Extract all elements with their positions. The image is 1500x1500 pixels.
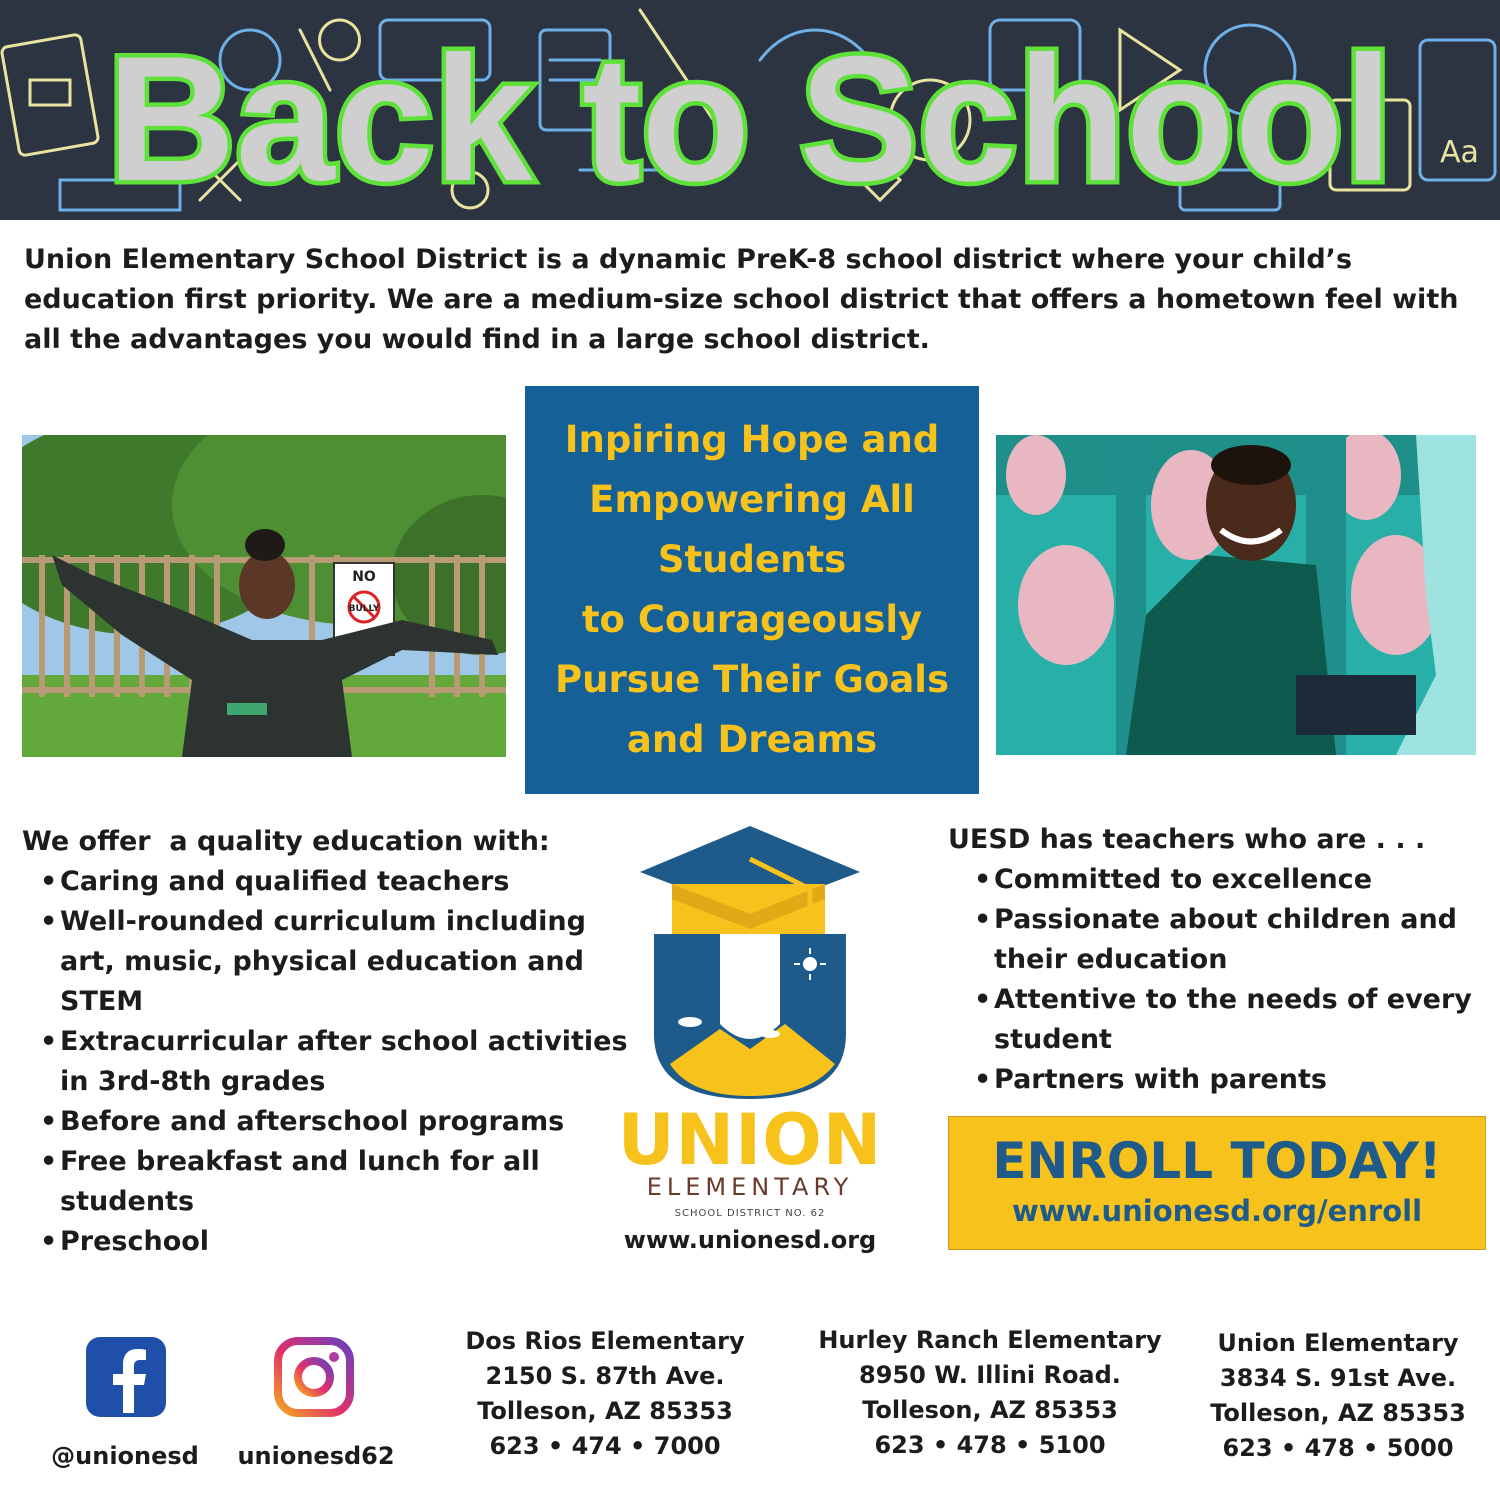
list-item-text: Attentive to the needs of every student — [994, 984, 1472, 1055]
school-phone: 623 • 478 • 5100 — [874, 1431, 1106, 1459]
list-item: • Preschool — [40, 1222, 632, 1262]
list-item: • Passionate about children and their education — [974, 900, 1488, 980]
list-item-text: Passionate about children and their education — [994, 904, 1457, 975]
banner-title: Back to School — [107, 19, 1393, 208]
list-item: • Free breakfast and lunch for all students — [40, 1142, 632, 1222]
school-phone: 623 • 474 • 7000 — [489, 1432, 721, 1460]
school-name: Hurley Ranch Elementary — [818, 1326, 1162, 1354]
teachers-heading: UESD has teachers who are . . . — [948, 824, 1426, 855]
list-item-text: Committed to excellence — [994, 864, 1372, 895]
student-photo-left — [22, 435, 506, 757]
logo-union-text: UNION — [617, 1099, 883, 1181]
school-hurley-ranch — [805, 1323, 1175, 1463]
list-item-text: Caring and qualified teachers — [60, 866, 510, 897]
list-item: • Before and afterschool programs — [40, 1102, 632, 1142]
school-city: Tolleson, AZ 85353 — [862, 1396, 1118, 1424]
list-item: • Attentive to the needs of every student — [974, 980, 1488, 1060]
mission-statement: Inpiring Hope and Empowering All Students to Courageously Pursue Their Goals and Dreams — [555, 418, 949, 761]
facebook-icon[interactable] — [84, 1335, 168, 1419]
list-item: • Caring and qualified teachers — [40, 862, 632, 902]
school-phone: 623 • 478 • 5000 — [1222, 1434, 1454, 1462]
list-item-text: Extracurricular after school activities in 3rd-8th grades — [60, 1026, 628, 1097]
logo-elementary-text: ELEMENTARY — [646, 1173, 854, 1201]
school-union-elementary — [1190, 1326, 1486, 1466]
school-address: 3834 S. 91st Ave. — [1219, 1364, 1457, 1392]
banner — [0, 0, 1500, 220]
facebook-handle[interactable]: @unionesd — [51, 1442, 199, 1470]
school-city: Tolleson, AZ 85353 — [477, 1397, 733, 1425]
school-dos-rios — [450, 1324, 760, 1464]
enroll-today-box[interactable] — [948, 1116, 1486, 1250]
teachers-list — [948, 820, 1488, 1100]
offerings-list — [22, 822, 632, 1262]
school-address: 8950 W. Illini Road. — [859, 1361, 1121, 1389]
offerings-heading: We offer a quality education with: — [22, 826, 550, 857]
enroll-title: ENROLL TODAY! — [992, 1132, 1442, 1190]
list-item-text: Before and afterschool programs — [60, 1106, 565, 1137]
sign-bully: BULLY — [348, 604, 380, 614]
mission-statement-box — [525, 386, 979, 794]
school-name: Dos Rios Elementary — [465, 1327, 745, 1355]
list-item-text: Free breakfast and lunch for all students — [60, 1146, 540, 1217]
list-item-text: Well-rounded curriculum including art, music, physical education and STEM — [60, 906, 586, 1017]
logo-district-text: SCHOOL DISTRICT NO. 62 — [674, 1208, 826, 1219]
list-item-text: Partners with parents — [994, 1064, 1327, 1095]
list-item: • Extracurricular after school activities in 3rd-8th grades — [40, 1022, 632, 1102]
school-name: Union Elementary — [1217, 1329, 1459, 1357]
aa-doodle: Aa — [1440, 135, 1479, 170]
school-city: Tolleson, AZ 85353 — [1210, 1399, 1466, 1427]
instagram-handle[interactable]: unionesd62 — [237, 1442, 395, 1470]
instagram-icon[interactable] — [272, 1335, 356, 1419]
student-photo-right — [996, 435, 1476, 755]
list-item: • Partners with parents — [974, 1060, 1488, 1100]
list-item: • Committed to excellence — [974, 860, 1488, 900]
banner-title-graphic — [0, 8, 1500, 208]
girl-at-fence-photo — [22, 435, 506, 757]
enroll-link[interactable]: www.unionesd.org/enroll — [1011, 1194, 1423, 1228]
school-address: 2150 S. 87th Ave. — [485, 1362, 725, 1390]
list-item: • Well-rounded curriculum including art, music, physical education and STEM — [40, 902, 632, 1022]
boy-on-playground-photo — [996, 435, 1476, 755]
graduation-cap-u-logo-icon — [610, 824, 890, 1104]
sign-no: NO — [352, 569, 376, 585]
list-item-text: Preschool — [60, 1226, 210, 1257]
district-website-link[interactable]: www.unionesd.org — [623, 1226, 877, 1254]
intro-paragraph: Union Elementary School District is a dynamic PreK-8 school district where your child’s education first priority. We are a medium-size school district that offers a hometown feel with all the advantages you would find in a large school district. — [24, 244, 1459, 355]
